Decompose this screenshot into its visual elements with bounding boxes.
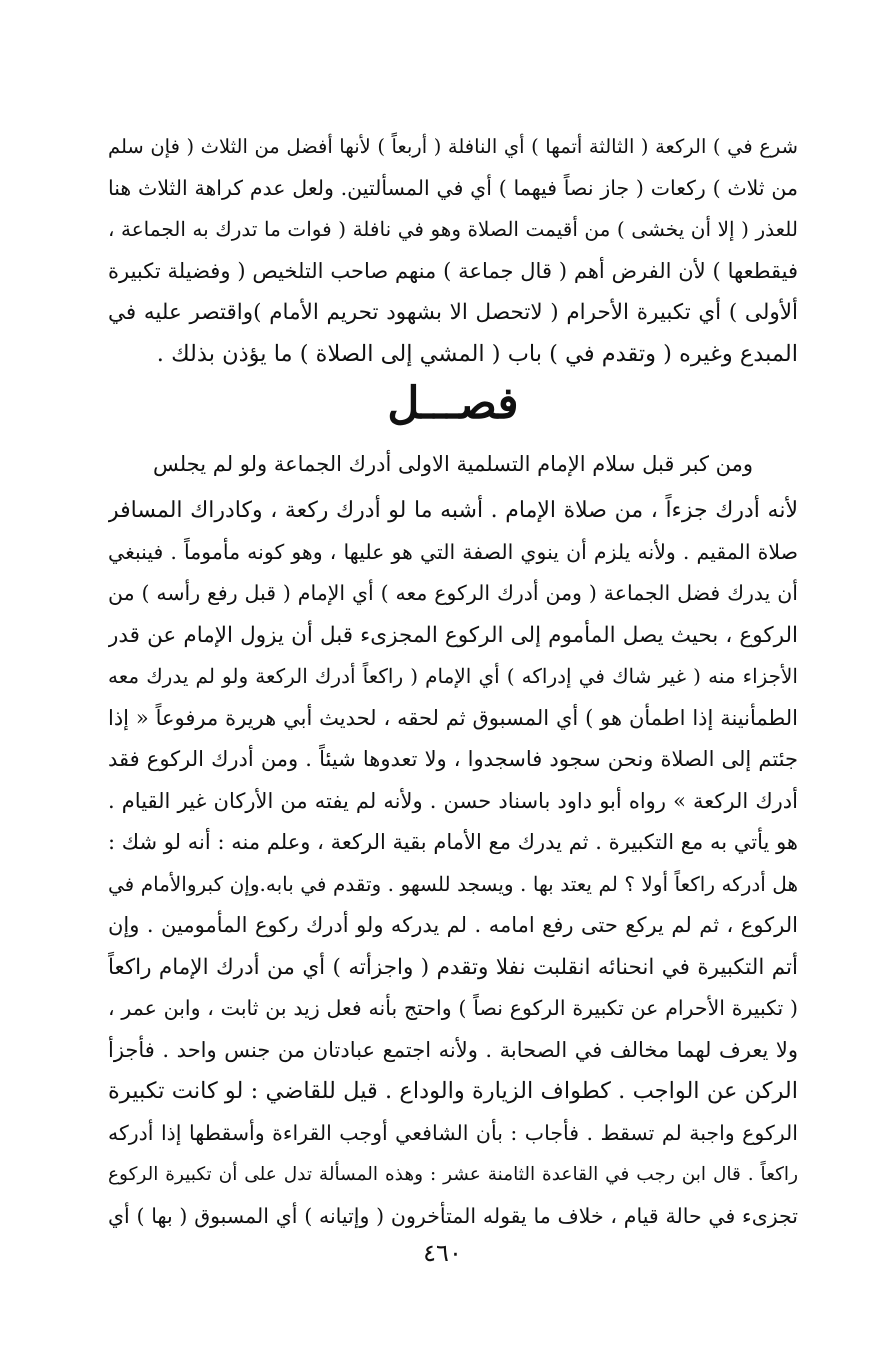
text-line: الركوع واجبة لم تسقط . فأجاب : بأن الشافعي أوجب القراءة وأسقطها إذا أدركه [108,1120,798,1145]
text-line: ولا يعرف لهما مخالف في الصحابة . ولأنه اجتمع عبادتان من جنس واحد . فأجزأ [108,1037,798,1062]
text-line: لأنه أدرك جزءاً ، من صلاة الإمام . أشبه ما لو أدرك ركعة ، وكادراك المسافر [108,498,798,523]
text-line: أتم التكبيرة في انحنائه انقلبت نفلا وتقدم ( واجزأته ) أي من أدرك الإمام راكعاً [108,954,798,980]
text-line: صلاة المقيم . ولأنه يلزم أن ينوي الصفة التي هو عليها ، وهو كونه مأموماً . فينبغي [108,539,798,564]
text-line: ألأولى ) أي تكبيرة الأحرام ( لاتحصل الا بشهود تحريم الأمام )واقتصر عليه في [108,300,798,325]
text-line: أدرك الركعة » رواه أبو داود باسناد حسن . ولأنه لم يفته من الأركان غير القيام . [108,788,798,813]
text-line: للعذر ( إلا أن يخشى ) من أقيمت الصلاة وهو في نافلة ( فوات ما تدرك به الجماعة ، [108,217,798,241]
text-line: هل أدركه راكعاً أولا ؟ لم يعتد بها . ويسجد للسهو . وتقدم في بابه.وإن كبروالأمام في [108,871,798,896]
paragraph-commentary [108,490,798,1237]
text-line: الأجزاء منه ( غير شاك في إدراكه ) أي الإمام ( راكعاً أدرك الركعة ولو لم يدرك معه [108,664,798,688]
text-line: أن يدرك فضل الجماعة ( ومن أدرك الركوع معه ) أي الإمام ( قبل رفع رأسه ) من [108,581,798,605]
text-line: الركوع ، بحيث يصل المأموم إلى الركوع المجزىء قبل أن يزول الإمام عن قدر [108,622,798,648]
text-line: الركن عن الواجب . كطواف الزيارة والوداع . قيل للقاضي : لو كانت تكبيرة [108,1078,798,1104]
text-line: ( تكبيرة الأحرام عن تكبيرة الركوع نصاً ) واحتج بأنه فعل زيد بن ثابت ، وابن عمر ، [108,996,798,1020]
paragraph-opening [108,126,798,375]
text-line: الركوع ، ثم لم يركع حتى رفع امامه . لم يدركه ولو أدرك ركوع المأمومين . وإن [108,913,798,937]
text-line: تجزىء في حالة قيام ، خلاف ما يقوله المتأخرون ( وإتيانه ) أي المسبوق ( بها ) أي [108,1203,798,1228]
text-line: هو يأتي به مع التكبيرة . ثم يدرك مع الأمام بقية الركعة ، وعلم منه : أنه لو شك : [108,830,798,854]
page-number: ٤٦٠ [423,1239,462,1267]
text-line: جئتم إلى الصلاة ونحن سجود فاسجدوا ، ولا تعدوها شيئاً . ومن أدرك الركوع فقد [108,747,798,771]
section-heading: فصـــل [387,378,519,429]
text-line: الطمأنينة إذا اطمأن هو ) أي المسبوق ثم لحقه ، لحديث أبي هريرة مرفوعاً « إذا [108,705,798,730]
text-line: راكعاً . قال ابن رجب في القاعدة الثامنة عشر : وهذه المسألة تدل على أن تكبيرة الركوع [108,1164,798,1185]
text-line: المبدع وغيره ( وتقدم في ) باب ( المشي إلى الصلاة ) ما يؤذن بذلك . [156,340,798,367]
text-line: فيقطعها ) لأن الفرض أهم ( قال جماعة ) منهم صاحب التلخيص ( وفضيلة تكبيرة [108,258,798,283]
text-line: من ثلاث ) ركعات ( جاز نصاً فيهما ) أي في المسألتين. ولعل عدم كراهة الثلاث هنا [108,175,798,200]
matn-text: ومن كبر قبل سلام الإمام التسلمية الاولى أدرك الجماعة ولو لم يجلس [152,452,754,476]
text-line: شرع في ) الركعة ( الثالثة أتمها ) أي النافلة ( أربعاً ) لأنها أفضل من الثلاث ( فإن سلم [108,135,798,158]
